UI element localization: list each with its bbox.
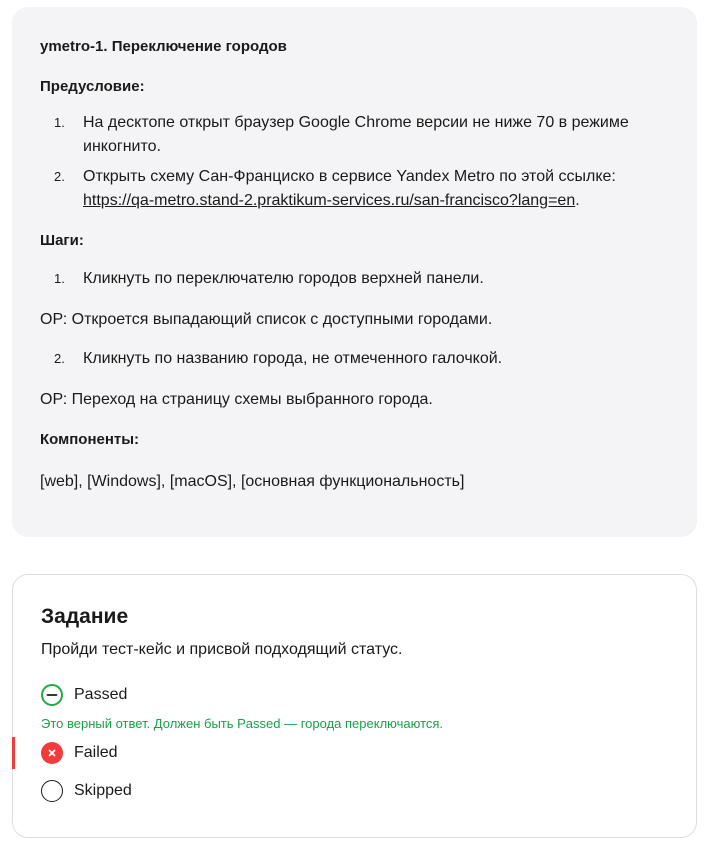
step-text: Кликнуть по переключателю городов верхней панели. <box>83 270 484 287</box>
precondition-item <box>40 165 669 213</box>
steps-list <box>40 347 669 371</box>
task-title: Задание <box>41 605 129 628</box>
precondition-list <box>40 111 669 213</box>
precondition-text: На десктопе открыт браузер Google Chrome версии не ниже 70 в режиме инкогнито. <box>83 114 629 155</box>
option-label: Passed <box>74 686 128 703</box>
expected-result: ОР: Откроется выпадающий список с доступными городами. <box>40 311 493 328</box>
list-number: 1. <box>54 115 65 130</box>
precondition-heading: Предусловие: <box>40 78 145 95</box>
expected-result: ОР: Переход на страницу схемы выбранного города. <box>40 391 433 408</box>
list-number: 2. <box>54 169 65 184</box>
link-period: . <box>575 192 580 209</box>
components-heading: Компоненты: <box>40 431 140 448</box>
list-number: 2. <box>54 351 65 366</box>
components-list: [web], [Windows], [macOS], [основная функциональность] <box>40 473 465 490</box>
testcase-title: ymetro-1. Переключение городов <box>40 38 287 55</box>
map-link[interactable]: https://qa-metro.stand-2.praktikum-services.ru/san-francisco?lang=en <box>83 192 576 209</box>
minus-circle-icon[interactable] <box>41 684 63 706</box>
precondition-item <box>40 111 669 159</box>
task-card <box>12 574 697 838</box>
task-description: Пройди тест-кейс и присвой подходящий статус. <box>41 641 403 658</box>
step-text: Кликнуть по названию города, не отмеченного галочкой. <box>83 350 503 367</box>
empty-circle-icon[interactable] <box>41 780 63 802</box>
testcase-card <box>12 7 697 537</box>
feedback-message: Это верный ответ. Должен быть Passed — города переключаются. <box>41 716 444 731</box>
steps-list <box>40 267 669 291</box>
steps-heading: Шаги: <box>40 232 84 249</box>
list-number: 1. <box>54 271 65 286</box>
cross-circle-icon[interactable] <box>41 742 63 764</box>
step-item <box>40 267 669 291</box>
option-passed[interactable] <box>41 683 127 707</box>
error-indicator <box>12 737 15 769</box>
option-label: Failed <box>74 744 118 761</box>
option-failed[interactable] <box>41 741 118 765</box>
option-skipped[interactable] <box>41 779 132 803</box>
step-item <box>40 347 669 371</box>
option-label: Skipped <box>74 782 132 799</box>
precondition-text: Открыть схему Сан-Франциско в сервисе Yandex Metro по этой ссылке: <box>83 168 616 185</box>
